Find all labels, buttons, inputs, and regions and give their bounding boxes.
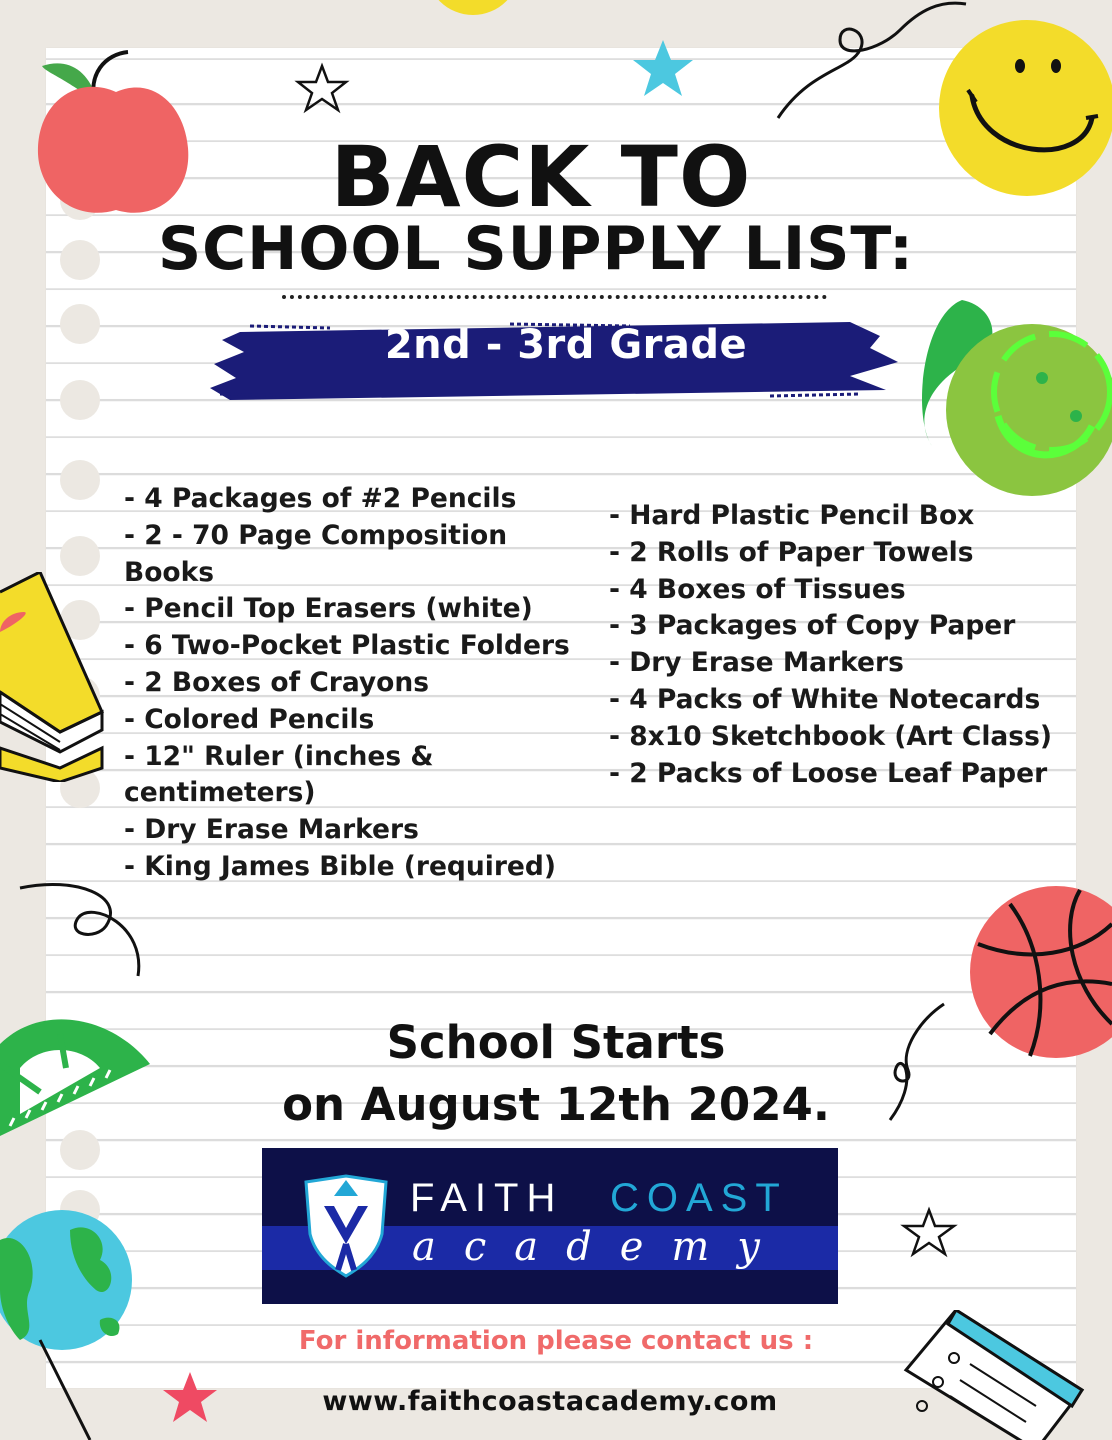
- page-title: BACK TO: [330, 128, 752, 226]
- supply-item: - 3 Packages of Copy Paper: [609, 610, 1016, 642]
- binder-hole: [60, 460, 100, 500]
- supply-item: - 8x10 Sketchbook (Art Class): [609, 720, 1052, 752]
- logo-word-faith: FAITH: [410, 1176, 564, 1220]
- supply-list-left: [124, 481, 594, 886]
- page-subtitle: SCHOOL SUPPLY LIST:: [157, 214, 915, 284]
- book-icon: [0, 572, 104, 782]
- supply-item: - 12" Ruler (inches &: [124, 740, 434, 772]
- supply-item: - 4 Boxes of Tissues: [609, 573, 906, 605]
- supply-item: - 4 Packs of White Notecards: [609, 683, 1041, 715]
- start-line-1: School Starts: [386, 1016, 726, 1069]
- binder-hole: [60, 380, 100, 420]
- supply-item: - 2 Rolls of Paper Towels: [609, 536, 974, 568]
- yellow-circle-icon: [425, 0, 521, 36]
- swirl-icon: [16, 876, 146, 980]
- star-icon: [630, 38, 696, 100]
- shield-icon: [296, 1174, 396, 1278]
- supply-item: - Colored Pencils: [124, 703, 375, 735]
- supply-item: - Pencil Top Erasers (white): [124, 593, 533, 625]
- grade-label: 2nd - 3rd Grade: [384, 322, 748, 368]
- supply-item: centimeters): [124, 777, 316, 809]
- supply-item: - King James Bible (required): [124, 850, 556, 882]
- supply-item: - 2 - 70 Page Composition: [124, 519, 508, 551]
- start-line-2: on August 12th 2024.: [282, 1078, 830, 1131]
- logo-word-academy: academy: [412, 1224, 788, 1270]
- start-date-notice: [0, 1012, 1112, 1136]
- supply-item: - 4 Packages of #2 Pencils: [124, 483, 517, 514]
- logo-word-coast: COAST: [610, 1176, 788, 1220]
- supply-item: - Dry Erase Markers: [124, 814, 419, 846]
- supply-item: - 6 Two-Pocket Plastic Folders: [124, 630, 570, 662]
- binder-hole: [60, 536, 100, 576]
- supply-item: - Dry Erase Markers: [609, 647, 904, 679]
- academy-logo: [262, 1148, 838, 1304]
- website-link[interactable]: www.faithcoastacademy.com: [322, 1386, 778, 1417]
- supply-list-right: [609, 498, 1089, 792]
- supply-item: Books: [124, 556, 215, 588]
- star-icon: [294, 62, 350, 114]
- supply-item: - 2 Boxes of Crayons: [124, 666, 430, 698]
- star-icon: [900, 1206, 958, 1258]
- supply-item: - 2 Packs of Loose Leaf Paper: [609, 757, 1048, 789]
- dotted-divider: [282, 295, 827, 299]
- supply-item: - Hard Plastic Pencil Box: [609, 500, 975, 531]
- contact-text: For information please contact us :: [298, 1326, 814, 1356]
